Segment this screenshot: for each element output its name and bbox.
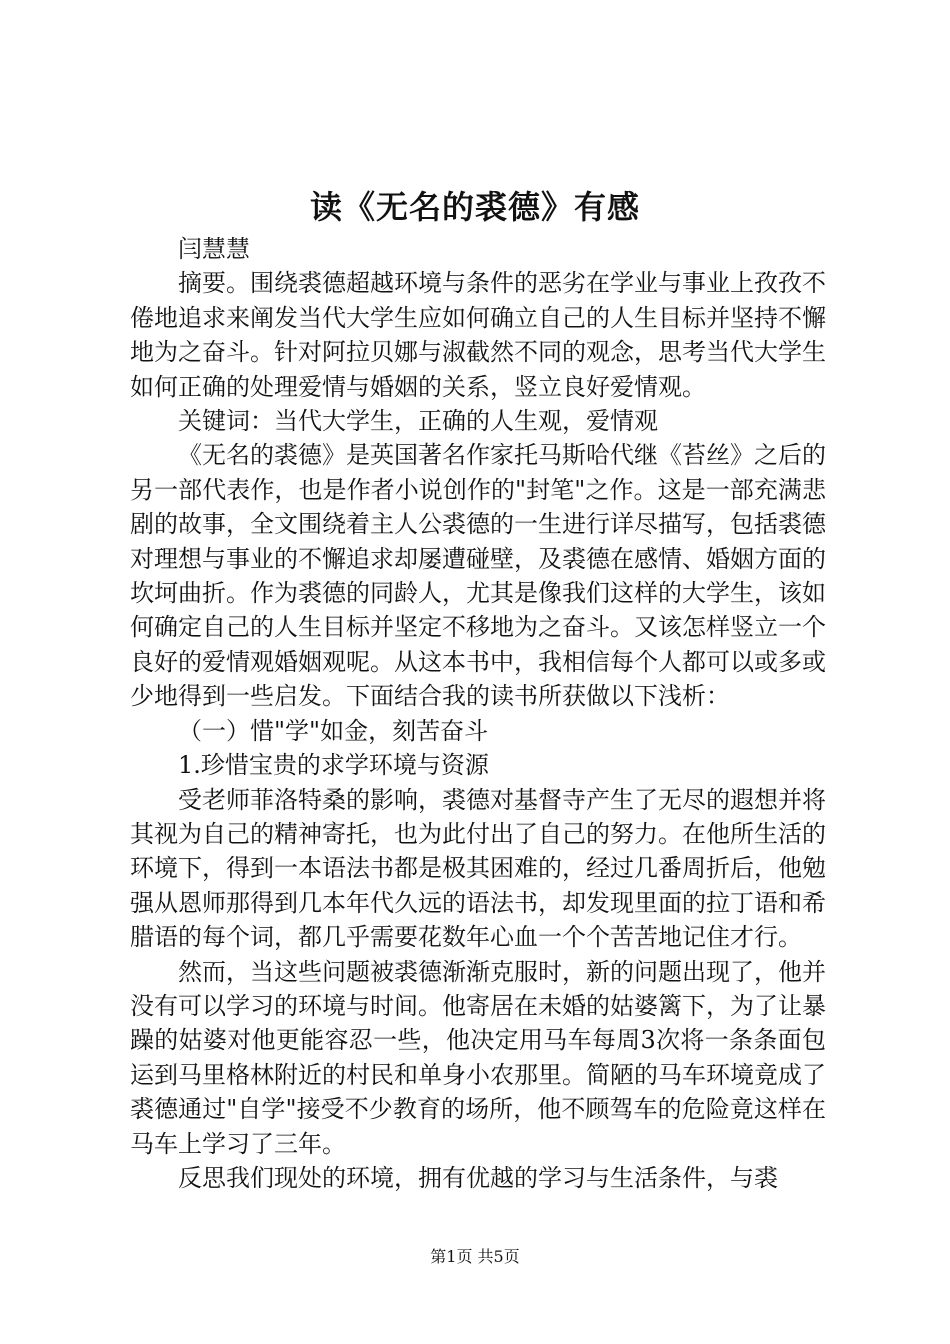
- document-body: [130, 232, 826, 1195]
- document-title: 读《无名的裘德》有感: [309, 188, 640, 226]
- keywords-line: 关键词：当代大学生，正确的人生观，爱情观: [178, 407, 658, 436]
- body-paragraph: 受老师菲洛特桑的影响，裘德对基督寺产生了无尽的遐想并将其视为自己的精神寄托，也为此付出了自己的努力。在他所生活的环境下，得到一本语法书都是极其困难的，经过几番周折后，他勉强从恩师那得到几本年代久远的语法书，却发现里面的拉丁语和希腊语的每个词，都几乎需要花数年心血一个个苦苦地记住才行。: [130, 785, 826, 952]
- author-line: 闫慧慧: [178, 235, 250, 263]
- intro-paragraph: 《无名的裘德》是英国著名作家托马斯哈代继《苔丝》之后的另一部代表作，也是作者小说创作的"封笔"之作。这是一部充满悲剧的故事，全文围绕着主人公裘德的一生进行详尽描写，包括裘德对理想与事业的不懈追求却屡遭碰壁，及裘德在感情、婚姻方面的坎坷曲折。作为裘德的同龄人，尤其是像我们这样的大学生，该如何确定自己的人生目标并坚定不移地为之奋斗。又该怎样竖立一个良好的爱情观婚姻观呢。从这本书中，我相信每个人都可以或多或少地得到一些启发。下面结合我的读书所获做以下浅析：: [130, 441, 826, 711]
- page-footer: 第1页 共5页: [430, 1247, 520, 1266]
- body-paragraph: 然而，当这些问题被裘德渐渐克服时，新的问题出现了，他并没有可以学习的环境与时间。他寄居在未婚的姑婆篱下，为了让暴躁的姑婆对他更能容忍一些，他决定用马车每周3次将一条条面包运到马里格林附近的村民和单身小农那里。简陋的马车环境竟成了裘德通过"自学"接受不少教育的场所，他不顾驾车的危险竟这样在马车上学习了三年。: [130, 957, 826, 1158]
- subsection-heading: 1.珍惜宝贵的求学环境与资源: [178, 751, 489, 780]
- abstract-paragraph: 摘要。围绕裘德超越环境与条件的恶劣在学业与事业上孜孜不倦地追求来阐发当代大学生应如何确立自己的人生目标并坚持不懈地为之奋斗。针对阿拉贝娜与淑截然不同的观念，思考当代大学生如何正确的处理爱情与婚姻的关系，竖立良好爱情观。: [130, 269, 826, 401]
- section-heading: （一）惜"学"如金，刻苦奋斗: [178, 716, 489, 745]
- body-paragraph: 反思我们现处的环境，拥有优越的学习与生活条件，与裘: [178, 1163, 778, 1192]
